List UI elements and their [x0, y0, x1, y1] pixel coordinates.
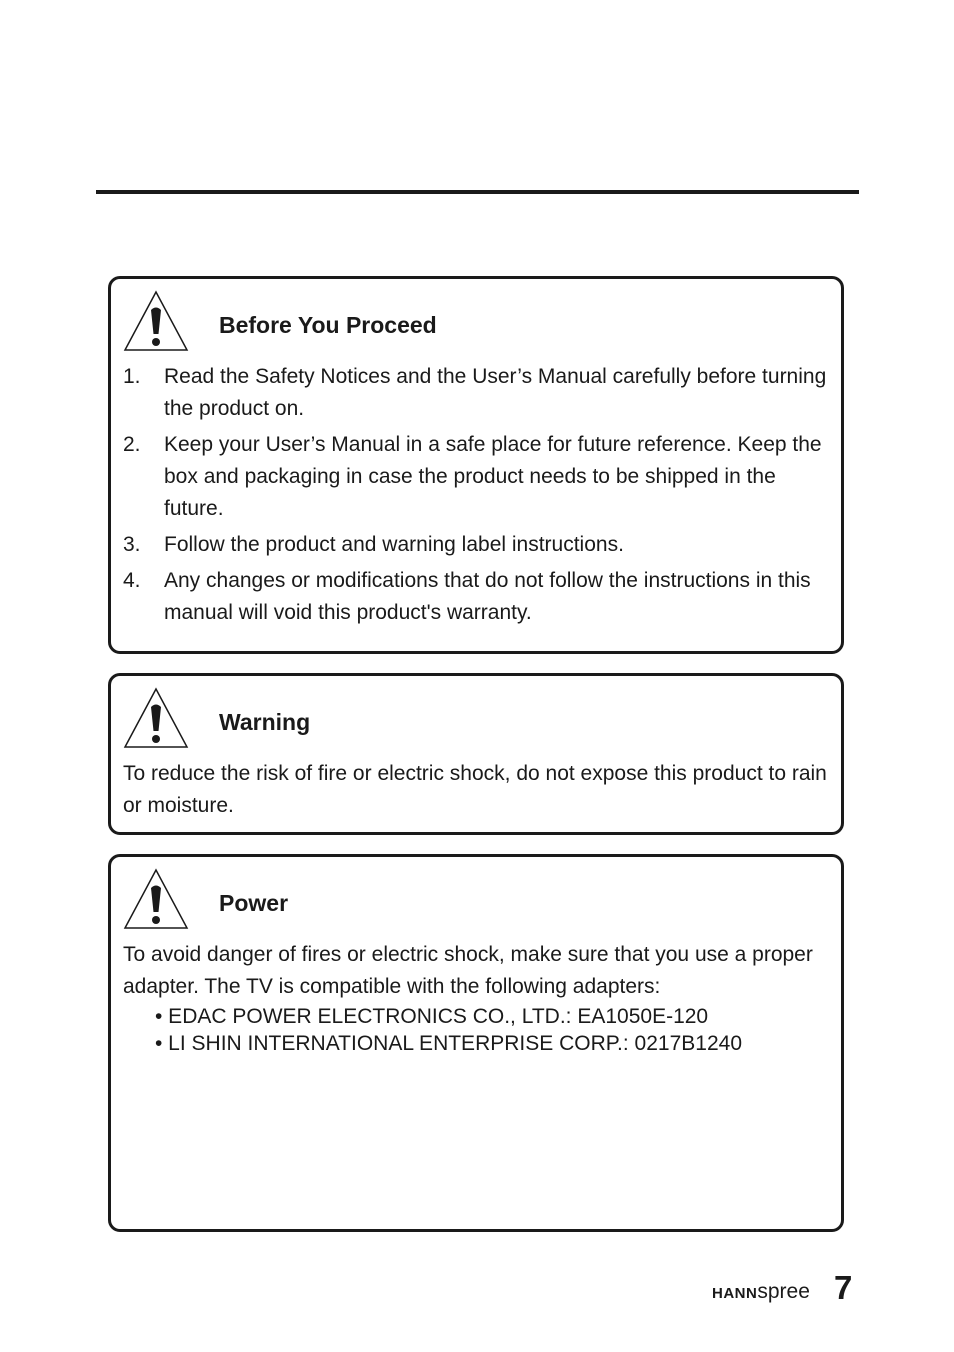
adapter-item: • LI SHIN INTERNATIONAL ENTERPRISE CORP.: 0217B1240 — [155, 1032, 742, 1055]
power-text: To avoid danger of fires or electric shock, make sure that you use a proper adapter. The TV is compatible with the following adapters: — [123, 943, 813, 998]
item-number: 3. — [123, 533, 141, 556]
item-text: Any changes or modifications that do not follow the instructions in this manual will void this product's warranty. — [164, 569, 811, 624]
item-text: Read the Safety Notices and the User’s Manual carefully before turning the product on. — [164, 365, 827, 420]
adapter-list — [123, 1003, 827, 1057]
brand-logo-light: spree — [757, 1280, 810, 1303]
list-item — [123, 361, 827, 425]
brand-logo — [712, 1280, 810, 1308]
section-title: Power — [219, 890, 289, 916]
section-title: Before You Proceed — [219, 312, 437, 338]
item-number: 1. — [123, 365, 141, 388]
item-text: Keep your User’s Manual in a safe place for future reference. Keep the box and packaging in case the product needs to be shipped in the future. — [164, 433, 822, 520]
page-number: 7 — [834, 1269, 853, 1306]
top-divider — [96, 190, 859, 194]
power-box — [108, 854, 844, 1232]
section-body — [123, 758, 827, 822]
list-item — [123, 529, 827, 561]
section-body — [123, 361, 827, 633]
item-number: 2. — [123, 433, 141, 456]
warning-triangle-icon — [123, 868, 189, 930]
warning-triangle-icon — [123, 687, 189, 749]
brand-logo-bold: HANN — [712, 1285, 758, 1302]
section-body — [123, 939, 827, 1057]
list-item — [123, 565, 827, 629]
warning-triangle-icon — [123, 290, 189, 352]
adapter-item: • EDAC POWER ELECTRONICS CO., LTD.: EA1050E-120 — [155, 1005, 709, 1028]
instruction-list — [123, 361, 827, 629]
warning-box — [108, 673, 844, 835]
warning-text: To reduce the risk of fire or electric shock, do not expose this product to rain or moisture. — [123, 762, 827, 817]
item-number: 4. — [123, 569, 141, 592]
item-text: Follow the product and warning label instructions. — [164, 533, 624, 556]
list-item — [123, 429, 827, 525]
section-title: Warning — [219, 709, 311, 735]
before-you-proceed-box — [108, 276, 844, 654]
